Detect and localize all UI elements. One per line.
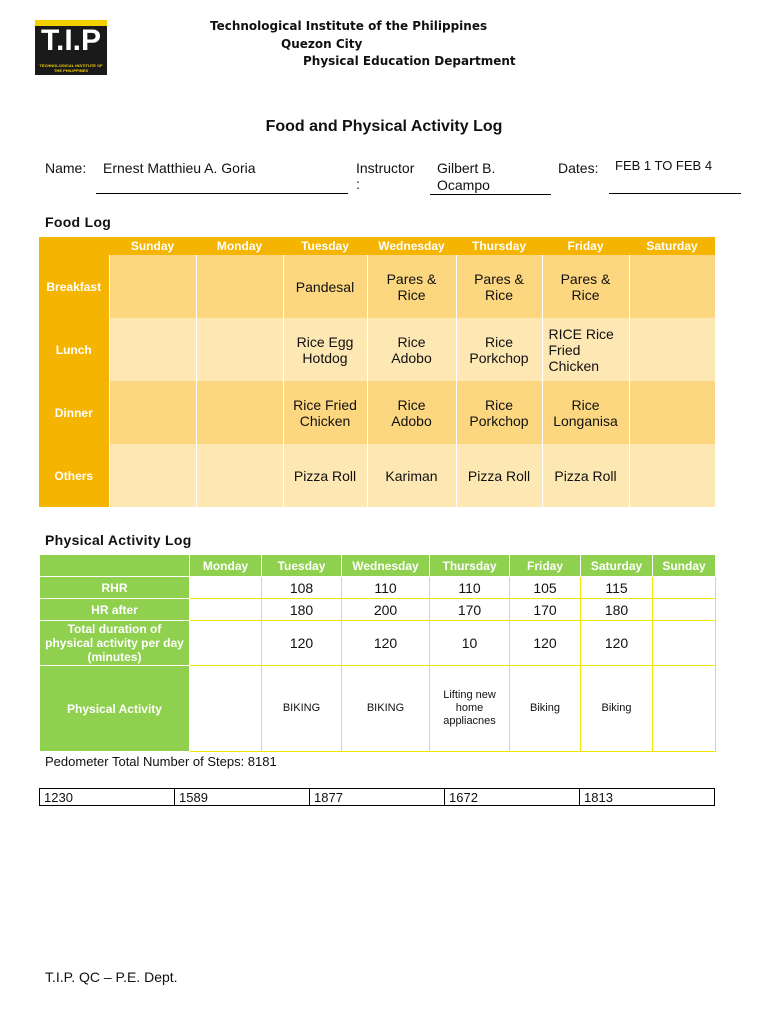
activity-cell: BIKING <box>262 666 342 752</box>
food-cell: Rice Porkchop <box>456 318 542 381</box>
food-cell: RICE Rice Fried Chicken <box>542 318 629 381</box>
activity-day-header: Friday <box>510 555 581 577</box>
activity-cell: 180 <box>262 599 342 621</box>
food-cell: Rice Porkchop <box>456 381 542 444</box>
activity-cell: 170 <box>430 599 510 621</box>
activity-cell: 120 <box>581 621 653 666</box>
food-cell <box>196 318 283 381</box>
institution-name: Technological Institute of the Philippines <box>210 19 488 33</box>
food-cell: Pizza Roll <box>456 444 542 507</box>
food-day-header: Saturday <box>629 237 715 255</box>
activity-cell <box>190 599 262 621</box>
dates-field[interactable] <box>609 158 741 194</box>
food-row-dinner <box>39 381 715 444</box>
activity-row <box>40 666 716 752</box>
food-day-header: Monday <box>196 237 283 255</box>
steps-cell: 1813 <box>580 789 715 806</box>
food-cell <box>629 318 715 381</box>
food-cell <box>196 444 283 507</box>
activity-cell: Biking <box>510 666 581 752</box>
steps-table <box>39 788 715 806</box>
food-row-lunch <box>39 318 715 381</box>
food-cell: Pandesal <box>283 255 367 318</box>
name-field[interactable] <box>96 160 348 194</box>
food-cell <box>109 381 196 444</box>
food-cell: Pares & Rice <box>367 255 456 318</box>
activity-cell: 120 <box>342 621 430 666</box>
activity-day-header: Tuesday <box>262 555 342 577</box>
steps-cell: 1230 <box>40 789 175 806</box>
activity-day-header: Sunday <box>653 555 716 577</box>
activity-log-heading: Physical Activity Log <box>45 532 192 548</box>
activity-day-header: Thursday <box>430 555 510 577</box>
instructor-value-line1: Gilbert B. <box>437 160 496 176</box>
dates-value: FEB 1 TO FEB 4 <box>615 158 713 173</box>
activity-row-label: Total duration of physical activity per day (minutes) <box>40 621 190 666</box>
food-cell <box>196 381 283 444</box>
activity-row <box>40 599 716 621</box>
dates-label: Dates: <box>558 160 599 176</box>
food-cell: Rice Adobo <box>367 381 456 444</box>
activity-cell: 180 <box>581 599 653 621</box>
activity-log-table <box>39 554 716 752</box>
food-day-header: Friday <box>542 237 629 255</box>
activity-day-header: Wednesday <box>342 555 430 577</box>
food-cell <box>109 444 196 507</box>
activity-cell: 10 <box>430 621 510 666</box>
activity-cell <box>190 577 262 599</box>
activity-row <box>40 621 716 666</box>
food-day-header: Sunday <box>109 237 196 255</box>
food-cell: Pizza Roll <box>542 444 629 507</box>
food-day-header <box>39 237 109 255</box>
food-cell: Pizza Roll <box>283 444 367 507</box>
steps-cell: 1589 <box>175 789 310 806</box>
meal-label: Dinner <box>39 381 109 444</box>
food-header-row <box>39 237 715 255</box>
food-cell: Rice Fried Chicken <box>283 381 367 444</box>
activity-cell <box>190 666 262 752</box>
page-title: Food and Physical Activity Log <box>265 118 503 135</box>
food-cell <box>629 444 715 507</box>
food-row-others <box>39 444 715 507</box>
tip-logo: T.I.P TECHNOLOGICAL INSTITUTE OF THE PHILIPPINES <box>35 20 107 75</box>
activity-cell: 170 <box>510 599 581 621</box>
department-name: Physical Education Department <box>303 54 516 68</box>
activity-day-header <box>40 555 190 577</box>
instructor-field[interactable] <box>430 160 551 195</box>
food-cell: Kariman <box>367 444 456 507</box>
activity-cell: Biking <box>581 666 653 752</box>
food-cell: Pares & Rice <box>542 255 629 318</box>
pedometer-total: Pedometer Total Number of Steps: 8181 <box>45 754 277 769</box>
meal-label: Others <box>39 444 109 507</box>
activity-cell: Lifting new home appliacnes <box>430 666 510 752</box>
activity-cell <box>190 621 262 666</box>
activity-cell: BIKING <box>342 666 430 752</box>
name-value: Ernest Matthieu A. Goria <box>103 160 256 176</box>
activity-cell: 110 <box>430 577 510 599</box>
activity-row <box>40 577 716 599</box>
food-cell <box>109 318 196 381</box>
food-cell: Rice Longanisa <box>542 381 629 444</box>
name-label: Name: <box>45 160 87 176</box>
footer-text: T.I.P. QC – P.E. Dept. <box>45 969 178 985</box>
food-log-heading: Food Log <box>45 214 112 230</box>
food-log-table <box>39 237 715 507</box>
food-day-header: Wednesday <box>367 237 456 255</box>
activity-cell: 120 <box>262 621 342 666</box>
activity-cell: 105 <box>510 577 581 599</box>
food-cell <box>109 255 196 318</box>
activity-header-row <box>40 555 716 577</box>
steps-cell: 1877 <box>310 789 445 806</box>
activity-row-label: HR after <box>40 599 190 621</box>
food-cell: Pares & Rice <box>456 255 542 318</box>
steps-cell: 1672 <box>445 789 580 806</box>
activity-cell: 108 <box>262 577 342 599</box>
activity-cell <box>653 577 716 599</box>
activity-row-label: RHR <box>40 577 190 599</box>
activity-cell: 110 <box>342 577 430 599</box>
meal-label: Breakfast <box>39 255 109 318</box>
activity-cell: 120 <box>510 621 581 666</box>
food-row-breakfast <box>39 255 715 318</box>
city-name: Quezon City <box>281 37 363 51</box>
activity-cell <box>653 599 716 621</box>
food-cell: Rice Adobo <box>367 318 456 381</box>
activity-cell <box>653 666 716 752</box>
activity-row-label: Physical Activity <box>40 666 190 752</box>
meal-label: Lunch <box>39 318 109 381</box>
activity-day-header: Monday <box>190 555 262 577</box>
food-cell <box>629 255 715 318</box>
food-day-header: Thursday <box>456 237 542 255</box>
instructor-value-line2: Ocampo <box>437 177 490 193</box>
food-cell: Rice Egg Hotdog <box>283 318 367 381</box>
activity-day-header: Saturday <box>581 555 653 577</box>
activity-cell <box>653 621 716 666</box>
steps-row <box>40 789 715 806</box>
activity-cell: 115 <box>581 577 653 599</box>
instructor-label: Instructor : <box>356 160 415 192</box>
food-cell <box>629 381 715 444</box>
activity-cell: 200 <box>342 599 430 621</box>
food-cell <box>196 255 283 318</box>
food-day-header: Tuesday <box>283 237 367 255</box>
